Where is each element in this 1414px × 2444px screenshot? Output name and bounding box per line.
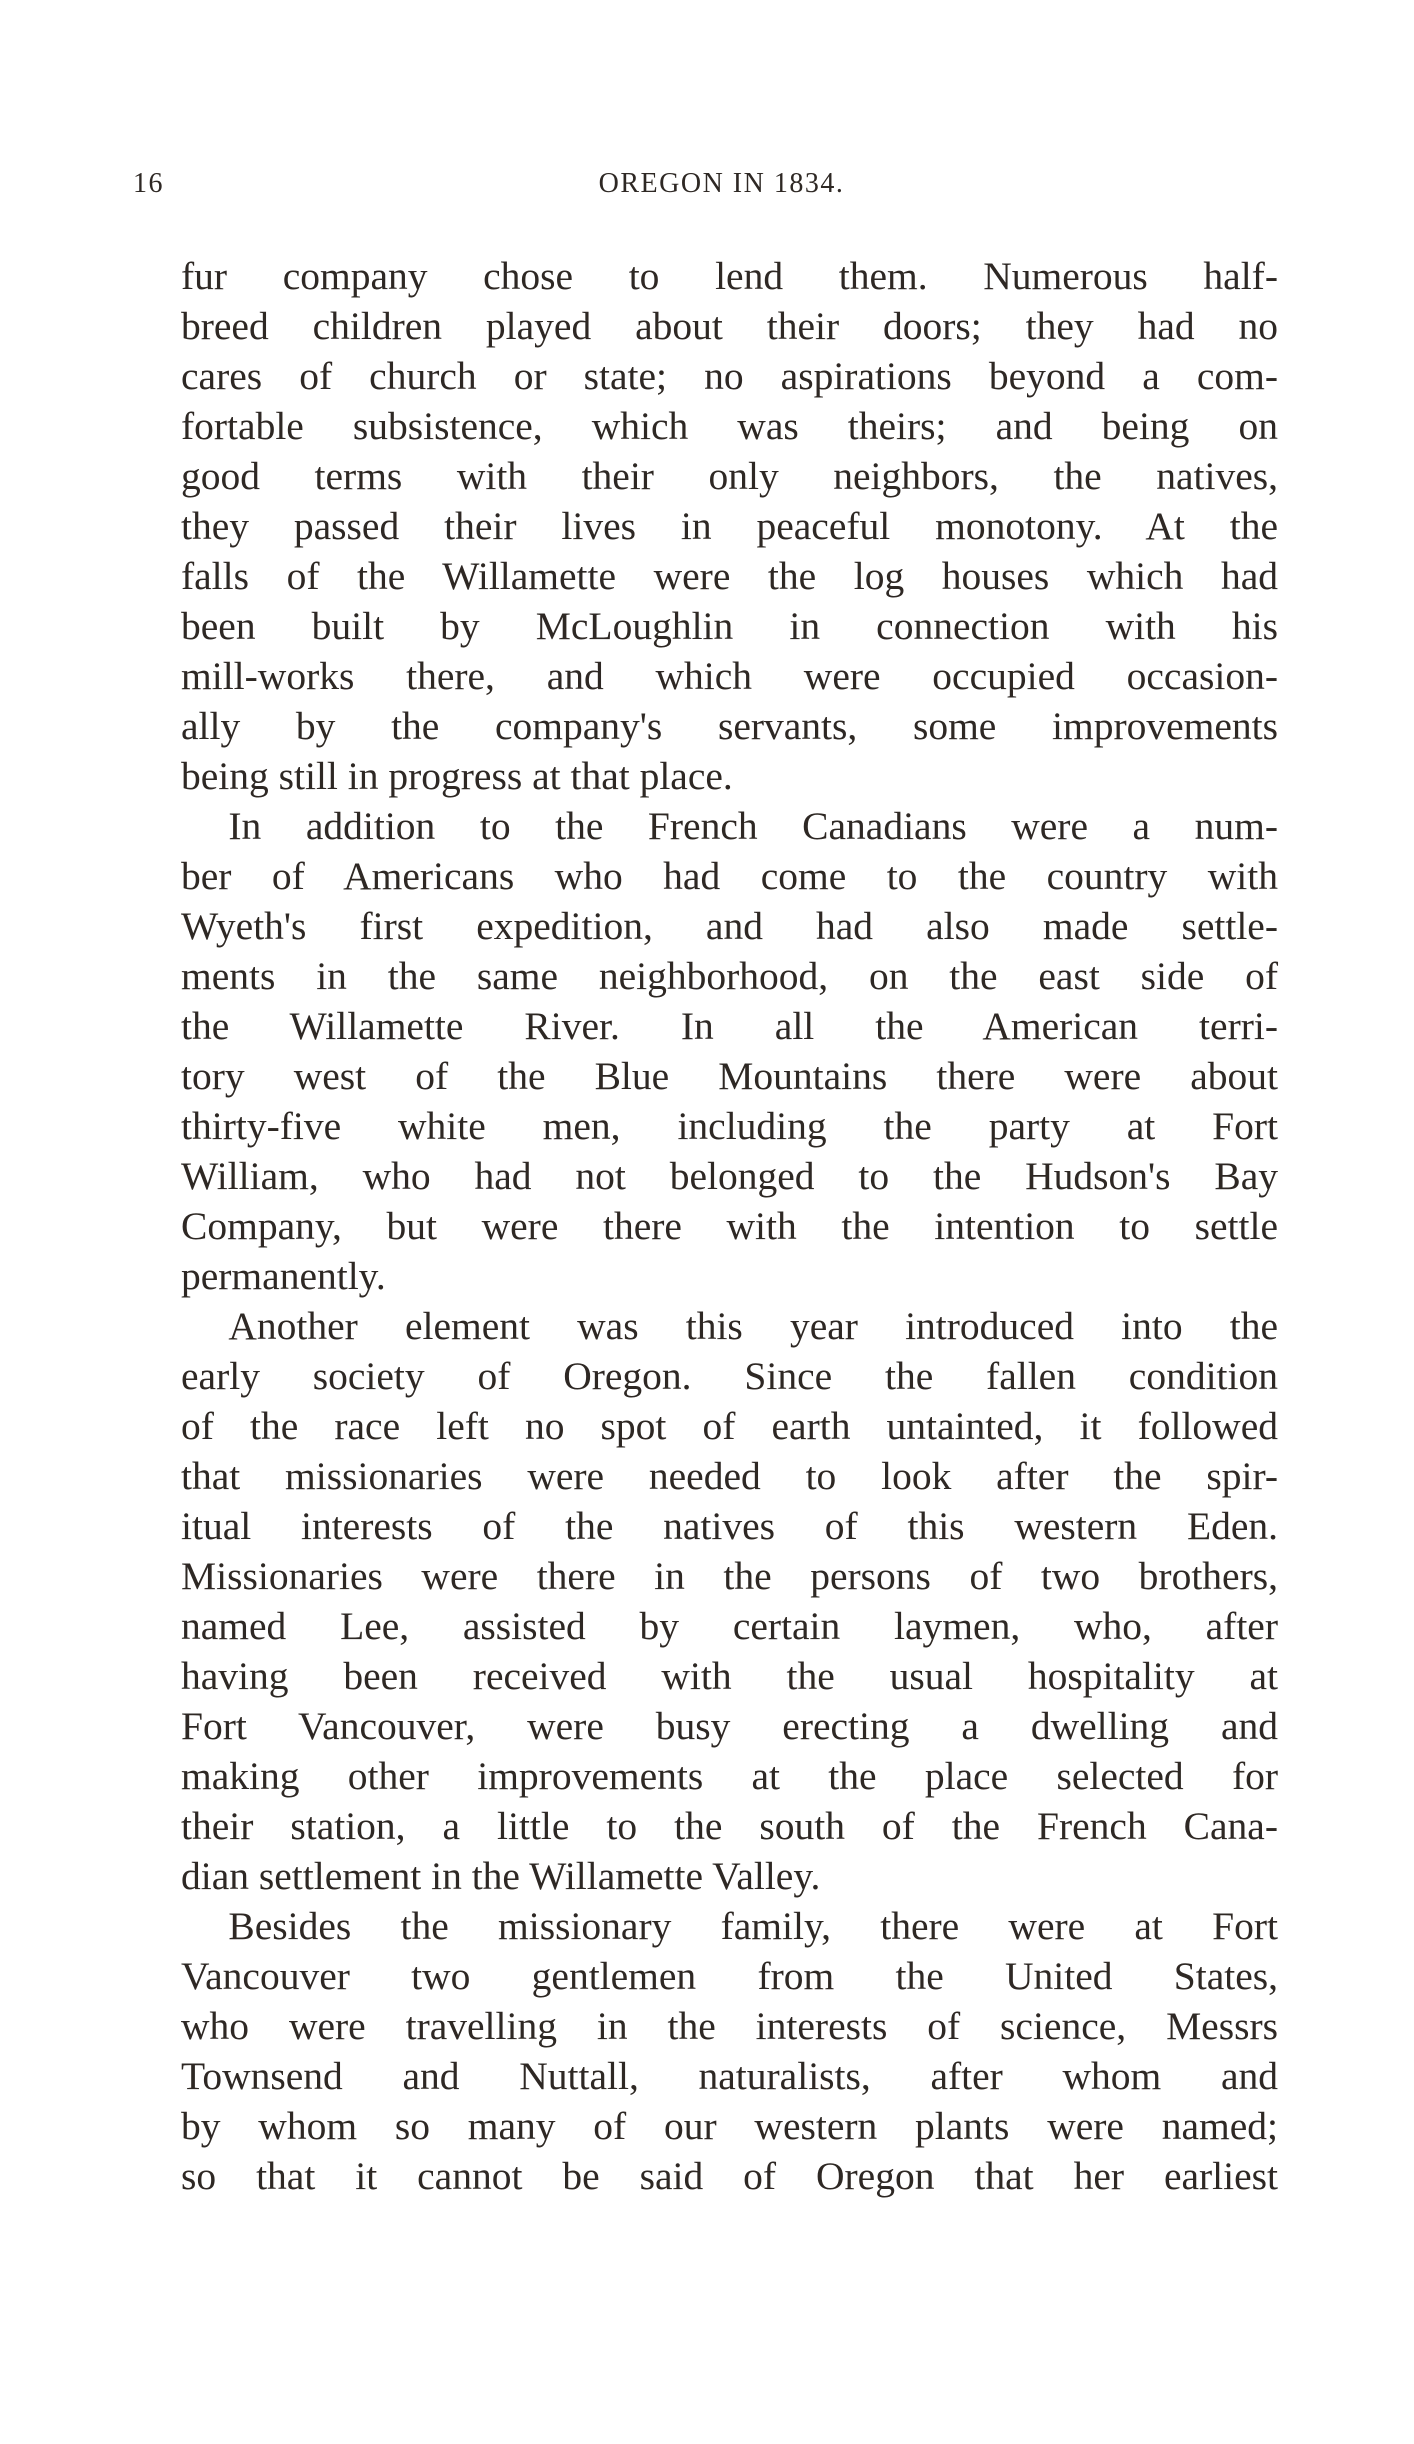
text-line: cares of church or state; no aspirations beyond a com- — [181, 354, 1278, 398]
text-line: tory west of the Blue Mountains there were about — [181, 1054, 1278, 1098]
text-line: permanently. — [181, 1254, 386, 1298]
paragraph-first-line: Another element was this year introduced into the — [228, 1304, 1278, 1348]
text-line: Missionaries were there in the persons of two brothers, — [181, 1554, 1278, 1598]
text-line: who were travelling in the interests of science, Messrs — [181, 2004, 1278, 2048]
text-line: Vancouver two gentlemen from the United States, — [181, 1954, 1278, 1998]
text-line: having been received with the usual hospitality at — [181, 1654, 1278, 1698]
text-line: Wyeth's first expedition, and had also made settle- — [181, 904, 1278, 948]
text-line: fortable subsistence, which was theirs; and being on — [181, 404, 1278, 448]
text-line: thirty-five white men, including the party at Fort — [181, 1104, 1278, 1148]
text-line: early society of Oregon. Since the fallen condition — [181, 1354, 1278, 1398]
text-line: the Willamette River. In all the American terri- — [181, 1004, 1278, 1048]
text-line: Townsend and Nuttall, naturalists, after whom and — [181, 2054, 1278, 2098]
text-line: been built by McLoughlin in connection with his — [181, 604, 1278, 648]
text-line: so that it cannot be said of Oregon that her earliest — [181, 2154, 1278, 2198]
text-line: they passed their lives in peaceful monotony. At the — [181, 504, 1278, 548]
paragraph-first-line: Besides the missionary family, there were at Fort — [228, 1904, 1278, 1948]
text-line: being still in progress at that place. — [181, 754, 733, 798]
text-line: William, who had not belonged to the Hudson's Bay — [181, 1154, 1278, 1198]
running-title: OREGON IN 1834. — [598, 168, 845, 199]
text-line: falls of the Willamette were the log houses which had — [181, 554, 1278, 598]
text-line: by whom so many of our western plants were named; — [181, 2104, 1278, 2148]
page-number: 16 — [133, 168, 164, 199]
body-text — [181, 251, 1278, 2201]
text-line: ments in the same neighborhood, on the east side of — [181, 954, 1278, 998]
text-line: breed children played about their doors; they had no — [181, 304, 1278, 348]
text-line: fur company chose to lend them. Numerous half- — [181, 254, 1278, 298]
text-line: Company, but were there with the intention to settle — [181, 1204, 1278, 1248]
text-line: making other improvements at the place selected for — [181, 1754, 1278, 1798]
text-line: that missionaries were needed to look after the spir- — [181, 1454, 1278, 1498]
text-line: dian settlement in the Willamette Valley. — [181, 1854, 821, 1898]
text-line: good terms with their only neighbors, the natives, — [181, 454, 1278, 498]
text-line: named Lee, assisted by certain laymen, who, after — [181, 1604, 1278, 1648]
text-line: their station, a little to the south of the French Cana- — [181, 1804, 1278, 1848]
text-line: of the race left no spot of earth untainted, it followed — [181, 1404, 1278, 1448]
running-head — [133, 168, 1280, 208]
paragraph-first-line: In addition to the French Canadians were a num- — [228, 804, 1278, 848]
text-line: ber of Americans who had come to the country with — [181, 854, 1278, 898]
text-line: ally by the company's servants, some improvements — [181, 704, 1278, 748]
text-line: itual interests of the natives of this western Eden. — [181, 1504, 1278, 1548]
text-line: mill-works there, and which were occupied occasion- — [181, 654, 1278, 698]
text-line: Fort Vancouver, were busy erecting a dwelling and — [181, 1704, 1278, 1748]
